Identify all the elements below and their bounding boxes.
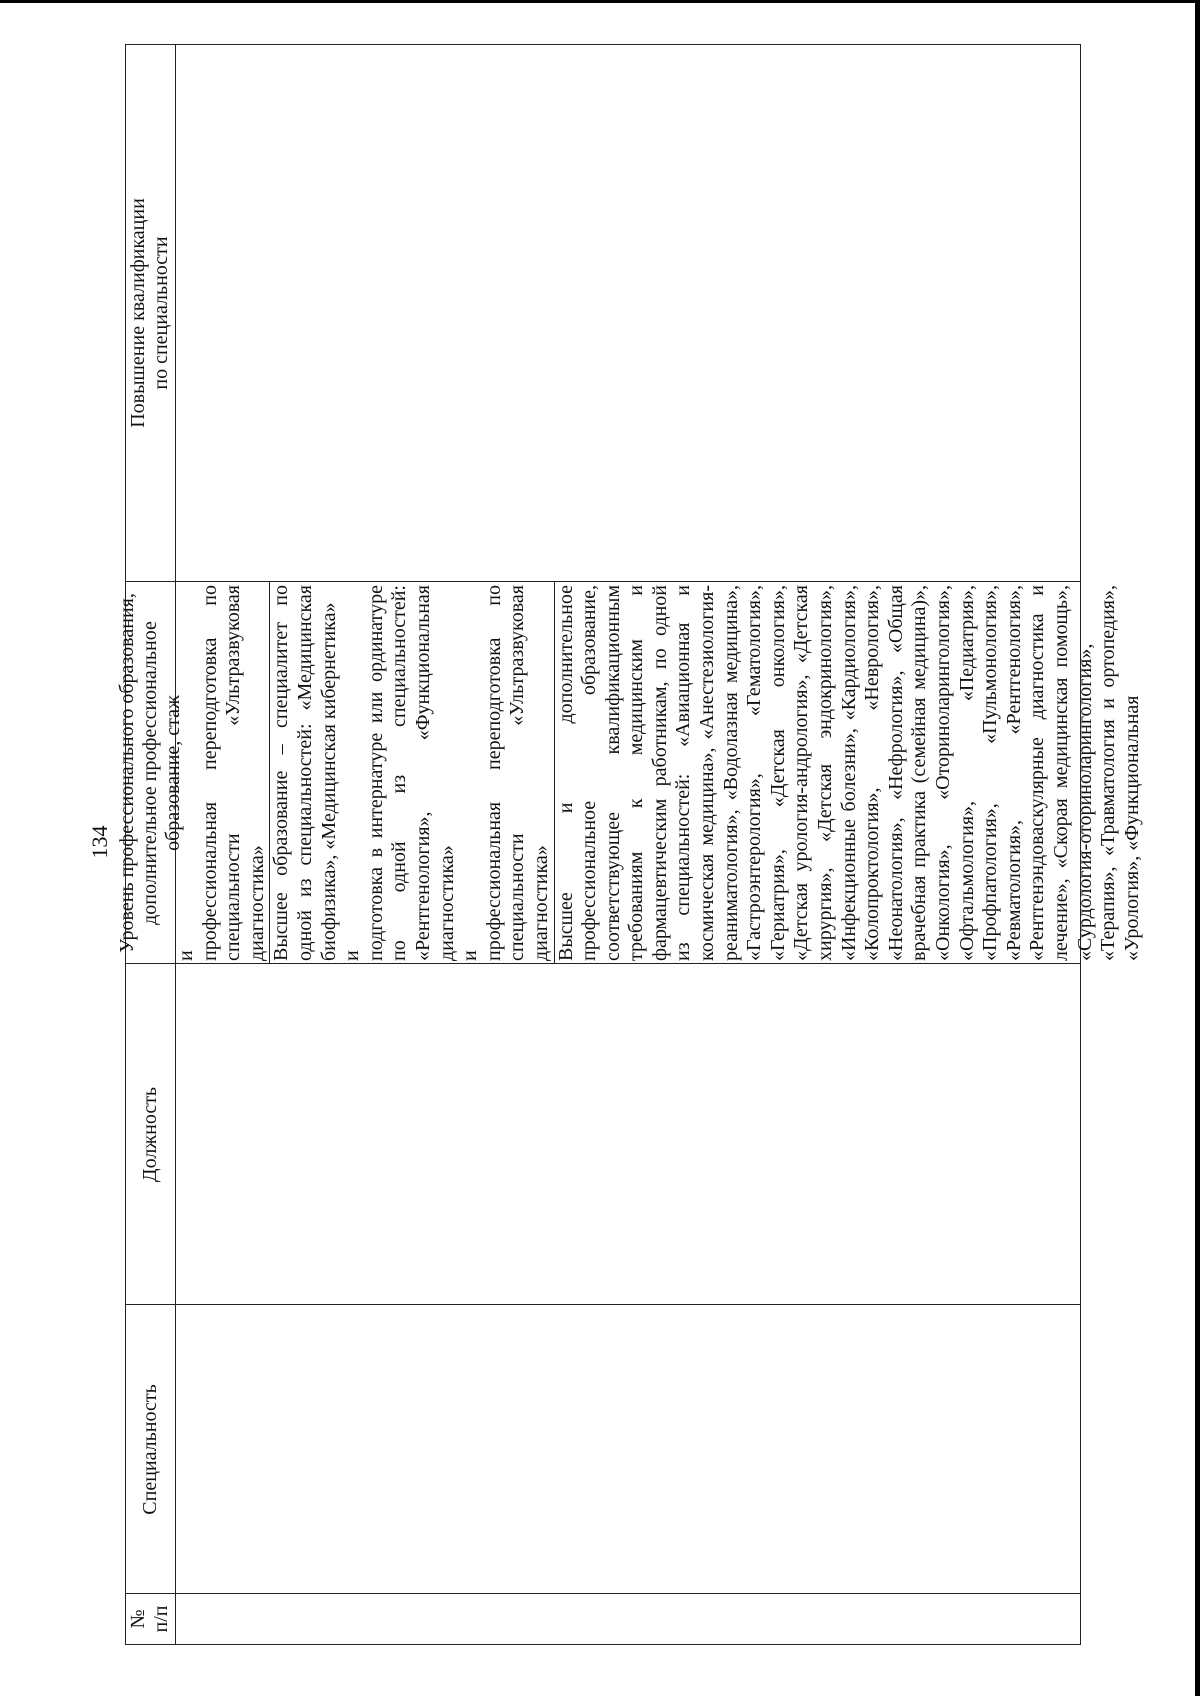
- education-text: профессиональная переподготовка по специальности «Ультразвуковая диагностика»: [198, 585, 268, 961]
- scan-edge-right: [1195, 0, 1200, 1696]
- scan-edge-top: [0, 0, 1200, 3]
- education-text: Высшее и дополнительное профессиональное образование, соответствующее квалификационным требованиям к медицинским и фармацевтическим работникам, по одной из специальностей: «Авиационная и космическая медицина», «Анестезиология-реаниматология», «Водолазная медицина», «Гастроэнтерология», «Гематология», «Гериатрия», «Детская онкология», «Детская урология-андрология», «Детская хирургия», «Детская эндокринология», «Инфекционные болезни», «Кардиология», «Колопроктология», «Неврология», «Неонатология», «Нефрология», «Общая врачебная практика (семейная медицина)», «Онкология», «Оториноларингология», «Офтальмология», «Педиатрия», «Профпатология», «Пульмонология», «Ревматология», «Рентгенология», «Рентгенэндоваскулярные диагностика и лечение», «Скорая медицинская помощь», «Сурдология-оториноларингология», «Терапия», «Травматология и ортопедия», «Урология», «Функциональная: [554, 585, 1143, 961]
- header-num-line-2: п/п: [150, 1605, 172, 1633]
- column-divider: [125, 1593, 1081, 1594]
- header-level-line-2: дополнительное профессиональное образование, стаж: [138, 621, 184, 925]
- header-qualification-line-1: Повышение квалификации: [127, 198, 149, 428]
- header-level-line-1: Уровень профессионального образования,: [115, 593, 138, 953]
- table: [115, 44, 1143, 1644]
- education-text: и: [459, 950, 482, 961]
- header-num: [125, 1594, 175, 1644]
- header-qualification: [125, 44, 175, 582]
- education-text: и: [175, 950, 197, 961]
- header-specialty-text: Специальность: [138, 1384, 161, 1515]
- education-text: подготовка в интернатуре или ординатуре по одной из специальностей: «Рентгенология», «Функциональная диагностика»: [364, 585, 458, 961]
- education-text: профессиональная переподготовка по специальности «Ультразвуковая диагностика»: [482, 585, 552, 961]
- education-level-cell: [175, 582, 1143, 964]
- header-qualification-line-2: по специальности: [150, 236, 172, 390]
- column-divider: [125, 1304, 1081, 1305]
- education-block-2: [269, 582, 553, 964]
- header-position: [125, 964, 175, 1305]
- header-position-text: Должность: [138, 1086, 161, 1183]
- education-text: и: [341, 950, 364, 961]
- education-block-1: [175, 582, 269, 964]
- education-text: Высшее образование – специалитет по одной из специальностей: «Медицинская биофизика», «Медицинская кибернетика»: [270, 585, 340, 961]
- header-level: [115, 582, 184, 964]
- header-specialty: [125, 1305, 175, 1594]
- header-num-line-1: №: [127, 1609, 149, 1629]
- page-number: 134: [87, 825, 112, 859]
- education-block-3: [554, 582, 1145, 964]
